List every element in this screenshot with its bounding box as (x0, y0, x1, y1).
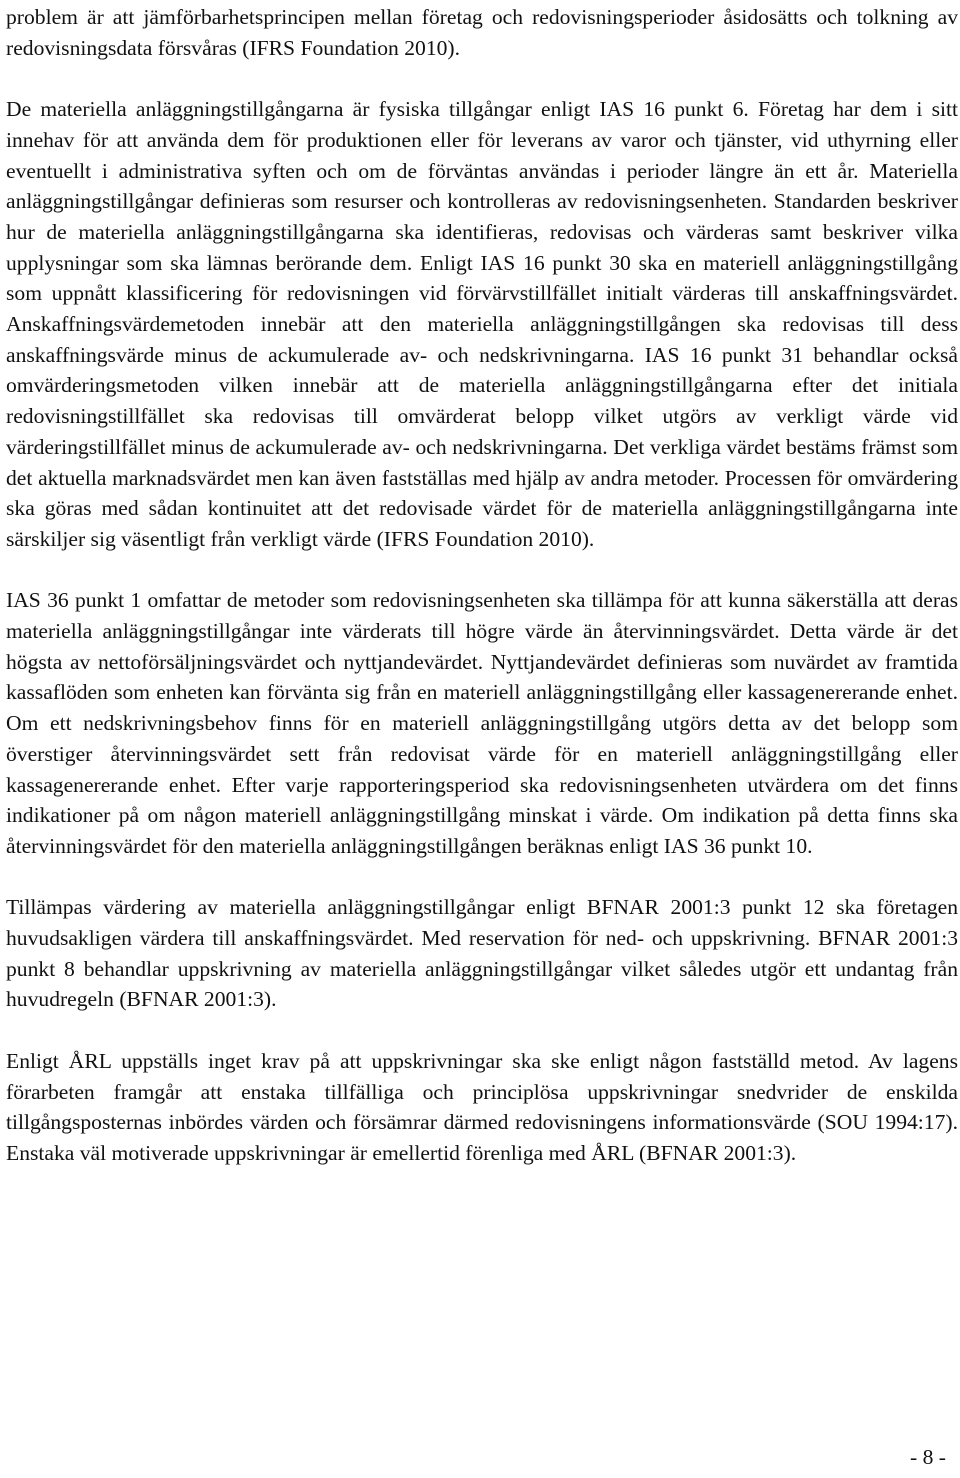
paragraph-2: De materiella anläggningstillgångarna är fysiska tillgångar enligt IAS 16 punkt 6. Företag har dem i sitt innehav för att använda dem för produktionen eller för leverans av varor och tjänster, vid uthyrning eller eventuellt i administrativa syften och om de förväntas användas i perioder längre än ett år. Materiella anläggningstillgångar definieras som resurser och kontrolleras av redovisningsenheten. Standarden beskriver hur de materiella anläggningstillgångarna ska identifieras, redovisas och värderas samt beskriver vilka upplysningar som ska lämnas berörande dem. Enligt IAS 16 punkt 30 ska en materiell anläggningstillgång som uppnått klassificering för redovisningen vid förvärvstillfället initialt värderas till anskaffningsvärdet. Anskaffningsvärdemetoden innebär att den materiella anläggningstillgången ska redovisas till dess anskaffningsvärde minus de ackumulerade av- och nedskrivningarna. IAS 16 punkt 31 behandlar också omvärderingsmetoden vilken innebär att de materiella anläggningstillgångarna efter det initiala redovisningstillfället ska redovisas till omvärderat belopp vilket utgörs av verkligt värde vid värderingstillfället minus de ackumulerade av- och nedskrivningarna. Det verkliga värdet bestäms främst som det aktuella marknadsvärdet men kan även fastställas med hjälp av andra metoder. Processen för omvärdering ska göras med sådan kontinuitet att det redovisade värdet för de materiella anläggningstillgångarna inte särskiljer sig väsentligt från verkligt värde (IFRS Foundation 2010). (6, 97, 958, 551)
paragraph-3: IAS 36 punkt 1 omfattar de metoder som redovisningsenheten ska tillämpa för att kunna säkerställa att deras materiella anläggningstillgångar inte värderats till högre värde än återvinningsvärdet. Detta värde är det högsta av nettoförsäljningsvärdet och nyttjandevärdet. Nyttjandevärdet definieras som nuvärdet av framtida kassaflöden som enheten kan förvänta sig från en materiell anläggningstillgång eller kassagenererande enhet. Om ett nedskrivningsbehov finns för en materiell anläggningstillgång utgörs detta av det belopp som överstiger återvinningsvärdet sett från redovisat värde för en materiell anläggningstillgång eller kassagenererande enhet. Efter varje rapporteringsperiod ska redovisningsenheten utvärdera om det finns indikationer på om någon materiell anläggningstillgång minskat i värde. Om indikation på detta finns ska återvinningsvärdet för den materiella anläggningstillgången beräknas enligt IAS 36 punkt 10. (6, 588, 958, 858)
paragraph-spacer (6, 1015, 958, 1046)
paragraph-spacer (6, 555, 958, 586)
page-number: - 8 - (910, 1445, 946, 1469)
document-page (6, 2, 958, 1169)
paragraph-spacer (6, 862, 958, 893)
paragraph-1: problem är att jämförbarhetsprincipen mellan företag och redovisningsperioder åsidosätts och tolkning av redovisningsdata försvåras (IFRS Foundation 2010). (6, 5, 958, 60)
paragraph-spacer (6, 63, 958, 94)
paragraph-5: Enligt ÅRL uppställs inget krav på att uppskrivningar ska ske enligt någon fastställd metod. Av lagens förarbeten framgår att enstaka tillfälliga och principlösa uppskrivningar snedvrider de enskilda tillgångsposternas inbördes värden och försämrar därmed redovisningens informationsvärde (SOU 1994:17). Enstaka väl motiverade uppskrivningar är emellertid förenliga med ÅRL (BFNAR 2001:3). (6, 1048, 958, 1165)
paragraph-4: Tillämpas värdering av materiella anläggningstillgångar enligt BFNAR 2001:3 punkt 12 ska företagen huvudsakligen värdera till anskaffningsvärdet. Med reservation för ned- och uppskrivning. BFNAR 2001:3 punkt 8 behandlar uppskrivning av materiella anläggningstillgångar vilket således utgör ett undantag från huvudregeln (BFNAR 2001:3). (6, 895, 958, 1012)
